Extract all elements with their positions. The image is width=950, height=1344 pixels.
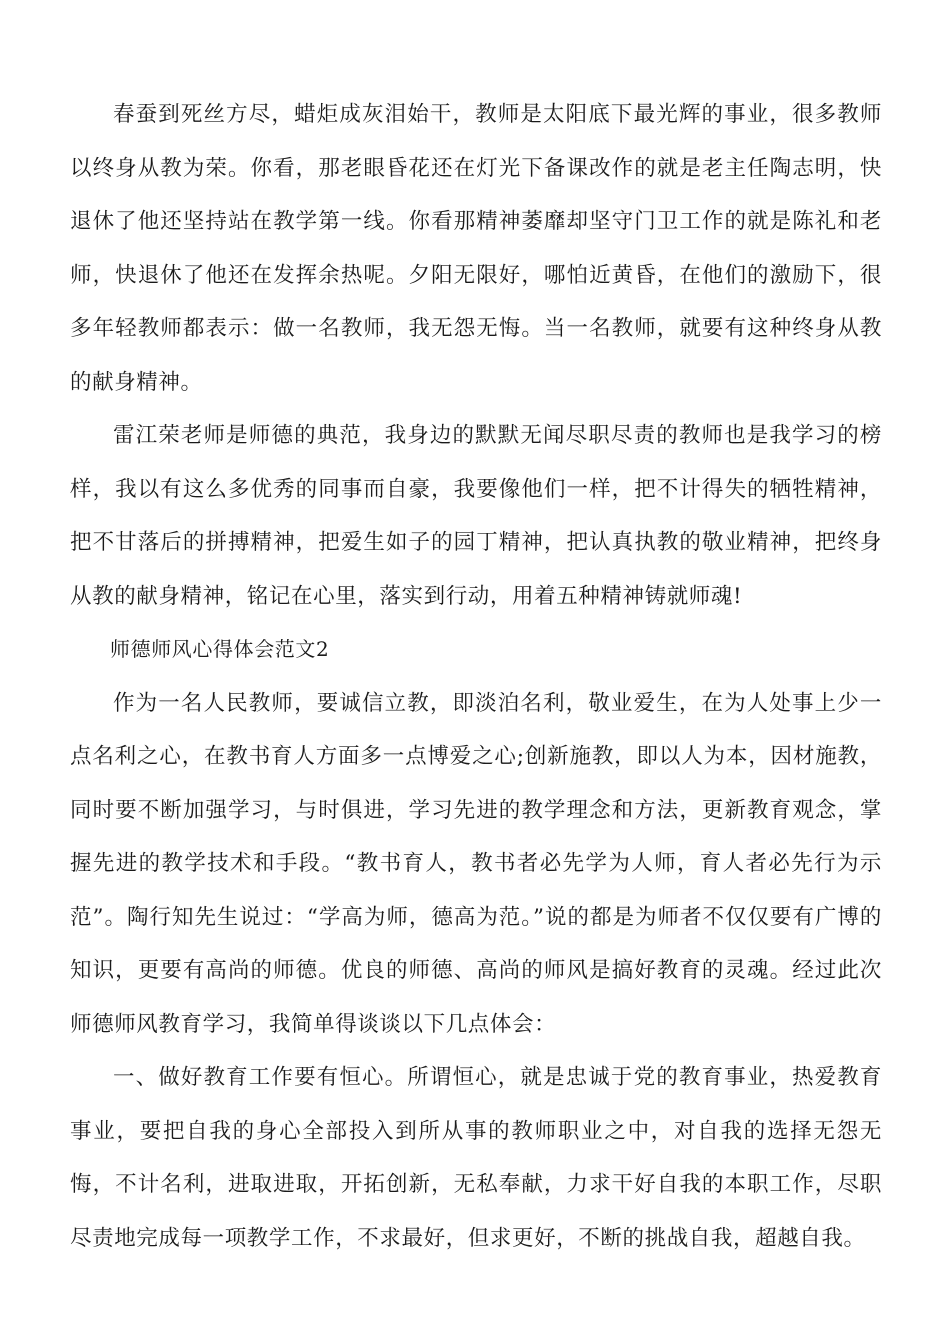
paragraph-lifelong-teaching: 春蚕到死丝方尽，蜡炬成灰泪始干，教师是太阳底下最光辉的事业，很多教师以终身从教为荣。你看，那老眼昏花还在灯光下备课改作的就是老主任陶志明，快退休了他还坚持站在教学第一线。你看那精神萎靡却坚守门卫工作的就是陈礼和老师，快退休了他还在发挥余热呢。夕阳无限好，哪怕近黄昏，在他们的激励下，很多年轻教师都表示：做一名教师，我无怨无悔。当一名教师，就要有这种终身从教的献身精神。 (70, 102, 882, 395)
paragraph-role-models: 雷江荣老师是师德的典范，我身边的默默无闻尽职尽责的教师也是我学习的榜样，我以有这么多优秀的同事而自豪，我要像他们一样，把不计得失的牺牲精神，把不甘落后的拼搏精神，把爱生如子的园丁精神，把认真执教的敬业精神，把终身从教的献身精神，铭记在心里，落实到行动，用着五种精神铸就师魂! (70, 423, 882, 609)
section-heading: 师德师风心得体会范文2 (110, 637, 330, 661)
paragraph-integrity-teaching: 作为一名人民教师，要诚信立教，即淡泊名利，敬业爱生，在为人处事上少一点名利之心，在教书育人方面多一点博爱之心;创新施教，即以人为本，因材施教，同时要不断加强学习，与时俱进，学习先进的教学理念和方法，更新教育观念，掌握先进的教学技术和手段。“教书育人，教书者必先学为人师，育人者必先行为示范”。陶行知先生说过：“学高为师，德高为范。”说的都是为师者不仅仅要有广博的知识，更要有高尚的师德。优良的师德、高尚的师风是搞好教育的灵魂。经过此次师德师风教育学习，我简单得谈谈以下几点体会： (70, 690, 882, 1037)
paragraph-perseverance: 一、做好教育工作要有恒心。所谓恒心，就是忠诚于党的教育事业，热爱教育事业，要把自我的身心全部投入到所从事的教师职业之中，对自我的选择无怨无悔，不计名利，进取进取，开拓创新，无私奉献，力求干好自我的本职工作，尽职尽责地完成每一项教学工作，不求最好，但求更好，不断的挑战自我，超越自我。 (70, 1065, 882, 1251)
document-page (70, 88, 882, 1265)
